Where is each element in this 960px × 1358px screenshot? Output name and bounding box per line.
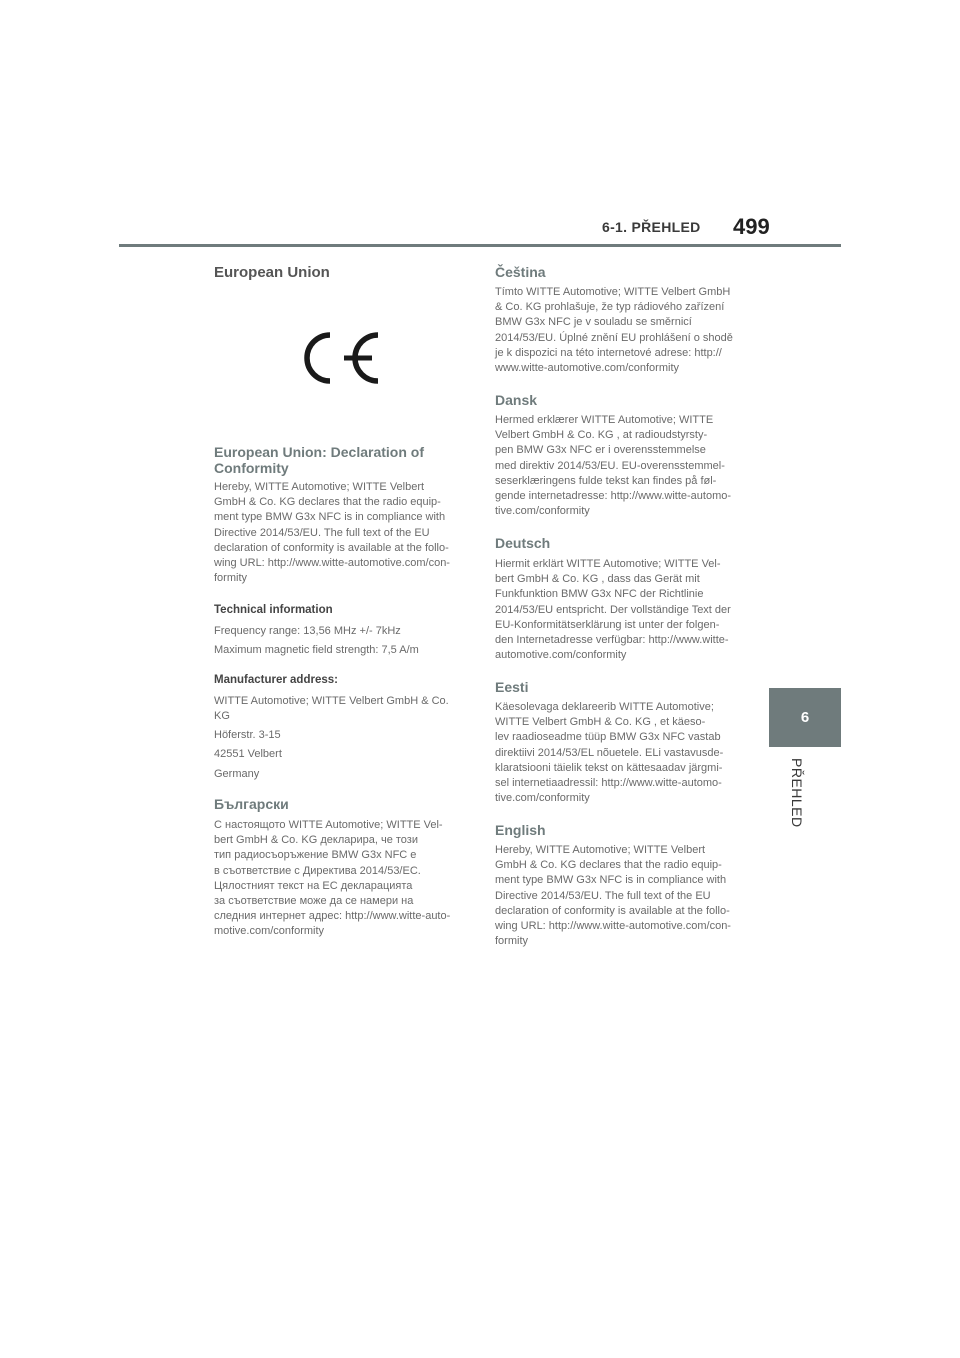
manufacturer-name: WITTE Automotive; WITTE Velbert GmbH & Co. KG bbox=[214, 695, 449, 723]
danish-text: Hermed erklærer WITTE Automotive; WITTE Velbert GmbH & Co. KG , at radioudstyrsty- pen BMW G3x NFC er i overensstemmelse med direktiv 2014/53/EU. EU-overensstemmel- seserklæringens fulde tekst kan findes på føl- gende internetadresse: http://www.witte-automo- tive.com/conformity bbox=[495, 414, 732, 518]
page-heading: European Union bbox=[214, 264, 330, 281]
manufacturer-heading: Manufacturer address: bbox=[214, 674, 338, 686]
estonian-heading: Eesti bbox=[495, 679, 529, 695]
manufacturer-country: Germany bbox=[214, 768, 260, 780]
czech-text: Tímto WITTE Automotive; WITTE Velbert GmbH & Co. KG prohlašuje, že typ rádiového zařízení BMW G3x NFC je v souladu se směrnicí 2014/53/EU. Úplné znění EU prohlášení o shodě je k dispozici na této internetové adrese: http:// www.witte-automotive.com/conformity bbox=[495, 286, 733, 375]
declaration-heading: European Union: Declaration of Conformity bbox=[214, 444, 425, 476]
chapter-number: 6 bbox=[800, 709, 810, 726]
german-text: Hiermit erklärt WITTE Automotive; WITTE Vel- bert GmbH & Co. KG , dass das Gerät mit Funkfunktion BMW G3x NFC der Richtlinie 2014/53/EU entspricht. Der vollständige Text der EU-Konformitätserklärung ist unter der folgen- den Internetadresse verfügbar: http://www.witte- automotive.com/conformity bbox=[495, 558, 731, 662]
bulgarian-text: С настоящото WITTE Automotive; WITTE Vel- bert GmbH & Co. KG декларира, че този тип радиосъоръжение BMW G3x NFC е в съответствие с Директива 2014/53/ЕС. Цялостният текст на ЕС декларацията за съответствие може да се намери на следния интернет адрес: http://www.witte-auto- motive.com/conformity bbox=[214, 819, 451, 938]
estonian-text: Käesolevaga deklareerib WITTE Automotive; WITTE Velbert GmbH & Co. KG , et käeso- lev raadioseadme tüüp BMW G3x NFC vastab direktiivi 2014/53/EL nõuetele. ELi vastavusde- klaratsiooni täielik tekst on kättesaadav järgmi- sel internetiaadressil: http://www.witte-automo- tive.com/conformity bbox=[495, 701, 724, 805]
german-heading: Deutsch bbox=[495, 535, 551, 551]
page-number: 499 bbox=[733, 214, 770, 239]
magnetic-field-strength: Maximum magnetic field strength: 7,5 A/m bbox=[214, 644, 419, 656]
chapter-side-label: PŘEHLED bbox=[789, 758, 805, 828]
ce-mark-logo bbox=[296, 329, 382, 387]
danish-heading: Dansk bbox=[495, 392, 538, 408]
manufacturer-city: 42551 Velbert bbox=[214, 748, 282, 760]
frequency-range: Frequency range: 13,56 MHz +/- 7kHz bbox=[214, 625, 401, 637]
bulgarian-heading: Български bbox=[214, 796, 289, 812]
chapter-tab bbox=[769, 688, 841, 747]
header-divider bbox=[119, 244, 841, 247]
technical-heading: Technical information bbox=[214, 604, 333, 616]
english-heading: English bbox=[495, 822, 546, 838]
czech-heading: Čeština bbox=[495, 264, 546, 280]
declaration-text: Hereby, WITTE Automotive; WITTE Velbert GmbH & Co. KG declares that the radio equip- ment type BMW G3x NFC is in compliance with Directive 2014/53/EU. The full text of the EU declaration of conformity is available at the follo- wing URL: http://www.witte-automotive.com/con- formity bbox=[214, 481, 450, 585]
section-title: 6-1. PŘEHLED bbox=[602, 219, 701, 235]
manufacturer-street: Höferstr. 3-15 bbox=[214, 729, 281, 741]
english-text: Hereby, WITTE Automotive; WITTE Velbert GmbH & Co. KG declares that the radio equip- ment type BMW G3x NFC is in compliance with Directive 2014/53/EU. The full text of the EU declaration of conformity is available at the follo- wing URL: http://www.witte-automotive.com/con- formity bbox=[495, 844, 731, 948]
